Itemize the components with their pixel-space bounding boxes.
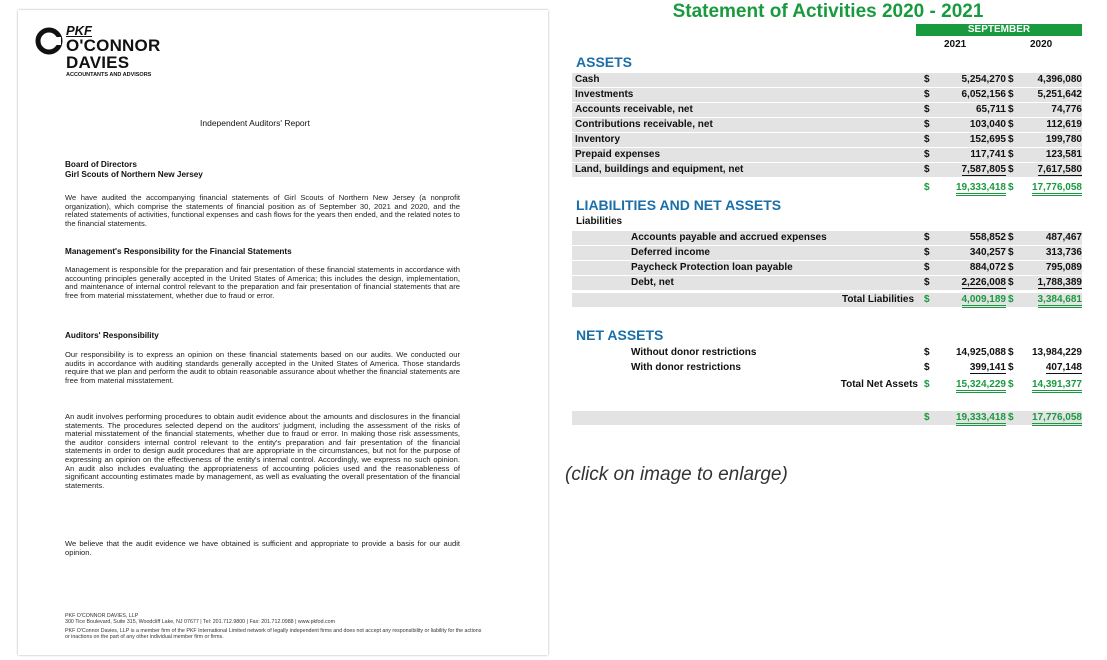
liabilities-total-2021: 4,009,189 <box>962 294 1007 308</box>
currency-symbol: $ <box>924 164 930 175</box>
asset-value-2020: 74,776 <box>1051 104 1082 115</box>
currency-symbol: $ <box>924 379 930 390</box>
net-asset-value-2021: 399,141 <box>969 362 1006 373</box>
asset-row <box>572 118 1082 132</box>
auditor-text-3: We believe that the audit evidence we have obtained is sufficient and appropriate to provide a basis for our audit opinion. <box>65 539 460 557</box>
currency-symbol: $ <box>924 74 930 85</box>
net-asset-value-2020: 407,148 <box>1045 362 1082 373</box>
liability-label: Accounts payable and accrued expenses <box>631 232 827 243</box>
assets-total-2021: 19,333,418 <box>956 182 1006 196</box>
liability-value-2021: 2,226,008 <box>961 277 1006 288</box>
liability-row <box>572 231 1082 245</box>
asset-value-2020: 5,251,642 <box>1037 89 1082 100</box>
liability-row <box>572 246 1082 260</box>
assets-total-row <box>572 181 1082 195</box>
audit-letter-image[interactable] <box>18 10 548 655</box>
liability-value-2021: 558,852 <box>969 232 1006 243</box>
net-asset-label: Without donor restrictions <box>631 347 757 358</box>
asset-row <box>572 148 1082 162</box>
currency-symbol: $ <box>1008 347 1014 358</box>
asset-value-2020: 123,581 <box>1045 149 1082 160</box>
currency-symbol: $ <box>1008 379 1014 390</box>
net-asset-value-2021: 14,925,088 <box>955 347 1006 358</box>
auditor-text-2: An audit involves performing procedures to obtain audit evidence about the amounts and disclosures in the financial statements. The procedures selected depend on the auditors' judgment, including the assessment of the risks of material misstatement of the financial statements, whether due to fraud or error. In making those risk assessments, the auditor considers internal control relevant to the entity's preparation and fair presentation of the financial statements in order to design audit procedures that are appropriate in the circumstances, but not for the purpose of expressing an opinion on the effectiveness of the entity's internal control. Accordingly, we express no such opinion. An audit also includes evaluating the appropriateness of accounting policies used and the reasonableness of significant accounting estimates made by management, as well as evaluating the overall presentation of the financial statements. <box>65 412 460 490</box>
currency-symbol: $ <box>924 134 930 145</box>
liabilities-heading: LIABILITIES AND NET ASSETS <box>576 197 782 213</box>
liability-label: Debt, net <box>631 277 674 288</box>
assets-total-2020: 17,776,058 <box>1032 182 1082 196</box>
currency-symbol: $ <box>1008 182 1014 193</box>
liability-value-2020: 1,788,389 <box>1037 277 1082 288</box>
grand-total-row <box>572 411 1082 425</box>
liability-value-2020: 313,736 <box>1045 247 1082 258</box>
currency-symbol: $ <box>1008 134 1014 145</box>
currency-symbol: $ <box>924 277 930 288</box>
currency-symbol: $ <box>1008 104 1014 115</box>
grand-total-2020: 17,776,058 <box>1032 412 1082 426</box>
asset-row <box>572 133 1082 147</box>
period-header: SEPTEMBER <box>916 24 1082 36</box>
asset-label: Land, buildings and equipment, net <box>575 164 744 175</box>
asset-label: Cash <box>575 74 600 85</box>
net-assets-heading: NET ASSETS <box>576 327 664 343</box>
currency-symbol: $ <box>924 347 930 358</box>
net-assets-total-label: Total Net Assets <box>840 379 918 390</box>
letter-addressee <box>65 160 203 180</box>
asset-value-2021: 7,587,805 <box>961 164 1006 175</box>
currency-symbol: $ <box>1008 362 1014 373</box>
currency-symbol: $ <box>1008 277 1014 288</box>
liability-row <box>572 261 1082 275</box>
currency-symbol: $ <box>924 119 930 130</box>
liability-value-2020: 487,467 <box>1045 232 1082 243</box>
currency-symbol: $ <box>1008 232 1014 243</box>
pkf-logo-mark-icon <box>34 26 64 56</box>
currency-symbol: $ <box>1008 247 1014 258</box>
asset-row <box>572 103 1082 117</box>
currency-symbol: $ <box>924 104 930 115</box>
currency-symbol: $ <box>1008 412 1014 423</box>
asset-value-2020: 112,619 <box>1046 119 1082 130</box>
logo-pkf: PKF <box>66 23 92 38</box>
currency-symbol: $ <box>1008 262 1014 273</box>
asset-label: Investments <box>575 89 634 100</box>
statement-title: Statement of Activities 2020 - 2021 <box>672 1 984 22</box>
liability-row <box>572 276 1082 290</box>
currency-symbol: $ <box>1008 119 1014 130</box>
logo-name-line1: O'CONNOR <box>66 36 161 55</box>
asset-label: Prepaid expenses <box>575 149 661 160</box>
asset-value-2020: 7,617,580 <box>1037 164 1082 175</box>
mgmt-heading: Management's Responsibility for the Financial Statements <box>65 247 292 256</box>
currency-symbol: $ <box>924 89 930 100</box>
liability-value-2020: 795,089 <box>1045 262 1082 273</box>
currency-symbol: $ <box>924 262 930 273</box>
asset-row <box>572 163 1082 177</box>
liabilities-subheading: Liabilities <box>576 216 623 227</box>
letter-title: Independent Auditors' Report <box>200 118 310 128</box>
liability-value-2021: 340,257 <box>969 247 1006 258</box>
net-asset-label: With donor restrictions <box>631 362 741 373</box>
currency-symbol: $ <box>924 294 930 305</box>
asset-label: Accounts receivable, net <box>575 104 693 115</box>
statement-of-activities-image[interactable] <box>568 0 1088 430</box>
letter-footer <box>65 613 485 640</box>
asset-value-2020: 4,396,080 <box>1037 74 1082 85</box>
auditor-heading: Auditors' Responsibility <box>65 331 159 340</box>
net-assets-total-2021: 15,324,229 <box>956 379 1006 393</box>
net-asset-value-2020: 13,984,229 <box>1031 347 1082 358</box>
currency-symbol: $ <box>1008 89 1014 100</box>
auditor-text-1: Our responsibility is to express an opinion on these financial statements based on our audits. We conducted our audits in accordance with auditing standards generally accepted in the United States of America. Those standards require that we plan and perform the audit to obtain reasonable assurance about whether the financial statements are free from material misstatement. <box>65 350 460 385</box>
currency-symbol: $ <box>924 362 930 373</box>
asset-value-2020: 199,780 <box>1045 134 1082 145</box>
addressee-line2: Girl Scouts of Northern New Jersey <box>65 170 203 179</box>
logo-tagline: ACCOUNTANTS AND ADVISORS <box>66 72 152 78</box>
liability-value-2021: 884,072 <box>969 262 1006 273</box>
currency-symbol: $ <box>1008 74 1014 85</box>
year-2020-header: 2020 <box>1030 39 1053 50</box>
asset-value-2021: 117,741 <box>970 149 1006 160</box>
asset-label: Inventory <box>575 134 621 145</box>
net-assets-total-row <box>572 378 1082 392</box>
net-assets-total-2020: 14,391,377 <box>1032 379 1082 393</box>
logo-name-line2: DAVIES <box>66 53 130 72</box>
footer-line3: PKF O'Connor Davies, LLP is a member firm of the PKF International Limited network of legally independent firms and does not accept any responsibility or liability for the actions or inactions on the part of any other individual member firm or firms. <box>65 628 482 640</box>
liability-label: Paycheck Protection loan payable <box>631 262 793 273</box>
enlarge-caption: (click on image to enlarge) <box>565 464 788 485</box>
letter-intro: We have audited the accompanying financial statements of Girl Scouts of Northern New Jersey (a nonprofit organization), which comprise the statements of financial position as of September 30, 2021 and 2020, and the related statements of activities, functional expenses and cash flows for the years then ended, and the related notes to the financial statements. <box>65 193 460 228</box>
asset-value-2021: 152,695 <box>969 134 1006 145</box>
currency-symbol: $ <box>1008 164 1014 175</box>
liability-label: Deferred income <box>631 247 710 258</box>
currency-symbol: $ <box>924 149 930 160</box>
asset-value-2021: 5,254,270 <box>961 74 1006 85</box>
asset-row <box>572 73 1082 87</box>
liabilities-total-row <box>572 293 1082 307</box>
liabilities-total-label: Total Liabilities <box>841 294 914 305</box>
grand-total-2021: 19,333,418 <box>956 412 1006 426</box>
footer-line1: PKF O'CONNOR DAVIES, LLP <box>65 613 139 619</box>
year-2021-header: 2021 <box>944 39 967 50</box>
net-asset-row <box>572 361 1082 375</box>
liabilities-total-2020: 3,384,681 <box>1038 294 1083 308</box>
currency-symbol: $ <box>1008 149 1014 160</box>
currency-symbol: $ <box>924 247 930 258</box>
currency-symbol: $ <box>924 412 930 423</box>
asset-value-2021: 6,052,156 <box>961 89 1006 100</box>
asset-value-2021: 103,040 <box>969 119 1006 130</box>
assets-heading: ASSETS <box>576 54 633 70</box>
asset-row <box>572 88 1082 102</box>
currency-symbol: $ <box>924 182 930 193</box>
addressee-line1: Board of Directors <box>65 160 137 169</box>
asset-value-2021: 65,711 <box>975 104 1006 115</box>
currency-symbol: $ <box>924 232 930 243</box>
net-asset-row <box>572 346 1082 360</box>
mgmt-text: Management is responsible for the preparation and fair presentation of these financial statements in accordance with accounting principles generally accepted in the United States of America; this includes the design, implementation, and maintenance of internal control relevant to the preparation and fair presentation of financial statements that are free from material misstatement, whether due to fraud or error. <box>65 265 460 300</box>
currency-symbol: $ <box>1008 294 1014 305</box>
asset-label: Contributions receivable, net <box>575 119 713 130</box>
footer-line2: 300 Tice Boulevard, Suite 315, Woodcliff Lake, NJ 07677 | Tel: 201.712.9800 | Fax: 201.712.0988 | www.pkfod.com <box>65 619 336 625</box>
